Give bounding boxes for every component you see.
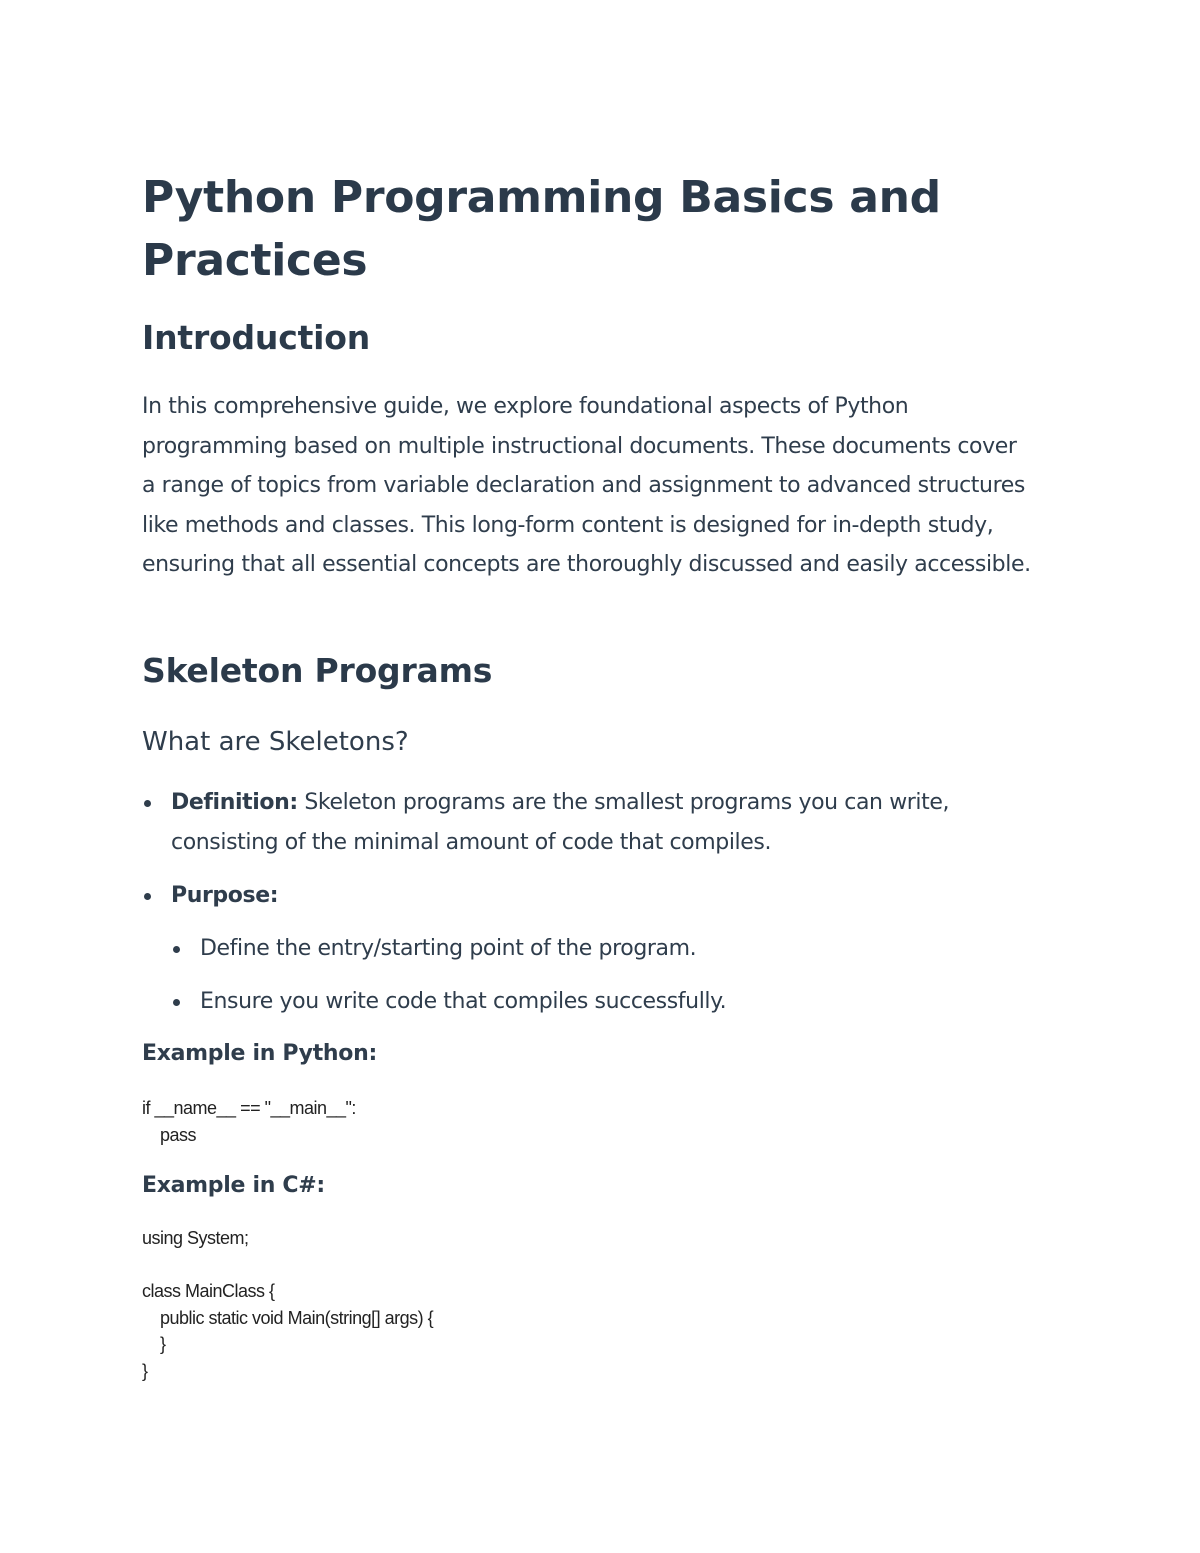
purpose-sub-list <box>142 929 1042 969</box>
document-title: Python Programming Basics and Practices <box>142 172 941 286</box>
list-item-definition <box>142 783 1051 863</box>
list-item <box>142 982 1042 1022</box>
skeleton-programs-heading: Skeleton Programs <box>142 651 493 690</box>
definition-label: Definition: <box>171 790 298 815</box>
what-are-skeletons-heading: What are Skeletons? <box>142 727 409 757</box>
introduction-paragraph: In this comprehensive guide, we explore foundational aspects of Python programming based on multiple instructional documents. These documents cover a range of topics from variable declaration and assignment to advanced structures like methods and classes. This long-form content is designed for in-depth study, ensuring that all essential concepts are thoroughly discussed and easily accessible. <box>142 394 1031 577</box>
skeleton-bullet-list <box>142 783 1042 863</box>
purpose-item-2: Ensure you write code that compiles successfully. <box>200 989 727 1014</box>
python-example-label: Example in Python: <box>142 1041 377 1066</box>
definition-text: Skeleton programs are the smallest programs you can write, consisting of the minimal amount of code that compiles. <box>171 790 950 855</box>
purpose-sub-list-2 <box>142 982 1042 1022</box>
bullet-icon <box>144 893 151 900</box>
bullet-icon <box>173 946 180 953</box>
csharp-example-label: Example in C#: <box>142 1173 325 1198</box>
list-item <box>142 929 1042 969</box>
csharp-code-block: using System; class MainClass { public static void Main(string[] args) { } } <box>142 1228 434 1381</box>
purpose-label: Purpose: <box>171 883 279 908</box>
bullet-icon <box>144 800 151 807</box>
python-code-block: if __name__ == "__main__": pass <box>142 1098 356 1145</box>
bullet-icon <box>173 999 180 1006</box>
introduction-heading: Introduction <box>142 318 371 357</box>
purpose-list <box>142 876 1042 916</box>
purpose-item-1: Define the entry/starting point of the program. <box>200 936 697 961</box>
list-item-purpose <box>142 876 1042 916</box>
